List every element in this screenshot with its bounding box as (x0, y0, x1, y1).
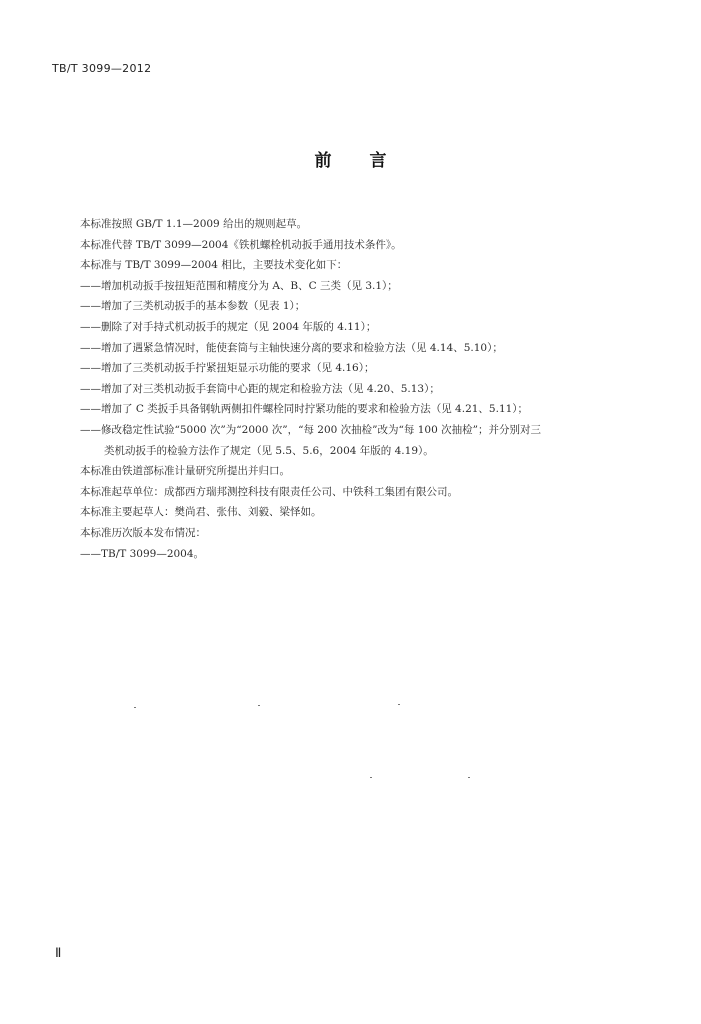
body-line: 本标准由铁道部标准计量研究所提出并归口。 (80, 465, 290, 478)
page-number: Ⅱ (55, 945, 62, 960)
change-item-continuation: 类机动扳手的检验方法作了规定（见 5.5、5.6，2004 年版的 4.19）。 (104, 444, 434, 457)
body-line: 本标准起草单位：成都西方瑞邦测控科技有限责任公司、中铁科工集团有限公司。 (80, 485, 458, 498)
change-item: ——修改稳定性试验“5000 次”为“2000 次”，“每 200 次抽检”改为“每 100 次抽检”；并分别对三 (80, 423, 541, 436)
scan-speck (468, 777, 470, 778)
document-body (80, 214, 640, 564)
body-line: 本标准历次版本发布情况： (80, 526, 206, 539)
change-item: ——增加了 C 类扳手具备钢轨两侧扣件螺栓同时拧紧功能的要求和检验方法（见 4.21、5.11）； (80, 403, 529, 416)
change-item: ——增加了三类机动扳手拧紧扭矩显示功能的要求（见 4.16）； (80, 362, 375, 375)
change-item: ——增加了遇紧急情况时，能使套筒与主轴快速分离的要求和检验方法（见 4.14、5.10）； (80, 341, 503, 354)
scan-speck (134, 707, 136, 708)
body-line: 本标准代替 TB/T 3099—2004《铁机螺栓机动扳手通用技术条件》。 (80, 238, 402, 251)
scan-speck (258, 705, 260, 706)
change-item: ——删除了对手持式机动扳手的规定（见 2004 年版的 4.11）； (80, 320, 377, 333)
standard-code-header: TB/T 3099—2012 (52, 62, 152, 75)
change-item: ——增加机动扳手按扭矩范围和精度分为 A、B、C 三类（见 3.1）； (80, 279, 398, 292)
change-item: ——增加了对三类机动扳手套筒中心距的规定和检验方法（见 4.20、5.13）； (80, 382, 440, 395)
change-item: ——增加了三类机动扳手的基本参数（见表 1）； (80, 300, 306, 313)
scan-speck (370, 777, 372, 778)
edition-item: ——TB/T 3099—2004。 (80, 547, 205, 560)
page-title: 前言 (314, 151, 425, 171)
body-line: 本标准主要起草人：樊尚君、张伟、刘毅、梁怿如。 (80, 506, 322, 519)
body-line: 本标准与 TB/T 3099—2004 相比，主要技术变化如下： (80, 259, 348, 272)
scan-speck (398, 704, 400, 705)
body-line: 本标准按照 GB/T 1.1—2009 给出的规则起草。 (80, 218, 308, 230)
